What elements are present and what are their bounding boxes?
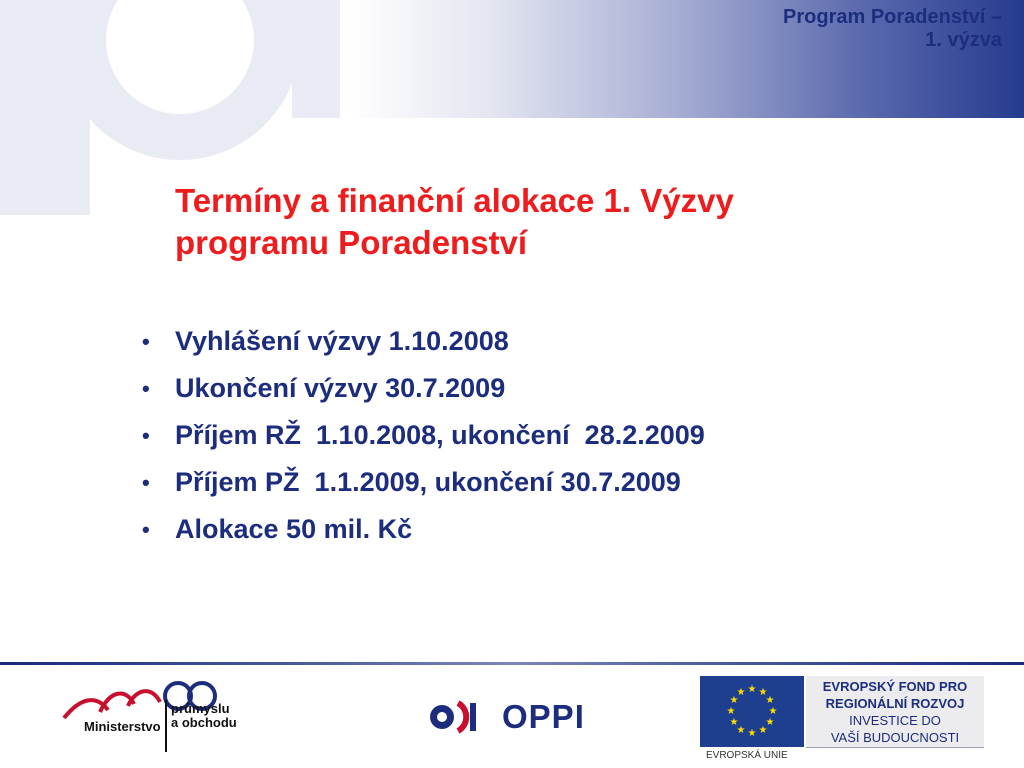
svg-text:★: ★ xyxy=(729,695,739,706)
oppi-logo-mark xyxy=(428,695,500,739)
erdf-slogan-line1: INVESTICE DO xyxy=(849,713,941,728)
erdf-slogan-line2: VAŠÍ BUDOUCNOSTI xyxy=(830,730,960,745)
eu-stars-icon xyxy=(700,676,804,747)
bullet-text: Alokace 50 mil. Kč xyxy=(175,514,413,544)
bullet-marker: • xyxy=(142,376,150,401)
erdf-slogan xyxy=(806,712,984,746)
erdf-title-line1: EVROPSKÝ FOND PRO xyxy=(822,679,968,694)
oppi-logo xyxy=(428,695,598,739)
mpo-text-line2: a obchodu xyxy=(171,715,237,730)
svg-text:★: ★ xyxy=(765,695,775,706)
svg-text:★: ★ xyxy=(768,706,778,717)
bullet-marker: • xyxy=(142,423,150,448)
bullet-marker: • xyxy=(142,470,150,495)
bullet-marker: • xyxy=(142,329,150,354)
footer-divider xyxy=(0,662,1024,665)
svg-text:★: ★ xyxy=(747,728,757,739)
svg-text:★: ★ xyxy=(747,684,757,695)
header-title-line1: Program Poradenství – xyxy=(783,6,1002,28)
eu-flag xyxy=(700,676,804,747)
list-item xyxy=(142,365,982,412)
mpo-text-left: Ministerstvo xyxy=(84,719,161,734)
bullet-text: Ukončení výzvy 30.7.2009 xyxy=(175,373,506,403)
list-item xyxy=(142,318,982,365)
slide-title xyxy=(175,180,935,264)
header-title xyxy=(642,6,1002,52)
svg-text:★: ★ xyxy=(758,687,768,698)
eu-label: EVROPSKÁ UNIE xyxy=(706,750,788,761)
slide-title-line1: Termíny a finanční alokace 1. Výzvy xyxy=(175,182,734,219)
svg-text:★: ★ xyxy=(726,706,736,717)
header-title-line2: 1. výzva xyxy=(925,29,1002,51)
bullet-text: Vyhlášení výzvy 1.10.2008 xyxy=(175,326,509,356)
mpo-text-line1: průmyslu xyxy=(171,701,230,716)
mpo-logo xyxy=(60,680,240,756)
erdf-divider xyxy=(806,747,984,748)
erdf-title xyxy=(806,678,984,712)
list-item xyxy=(142,459,982,506)
oppi-wordmark: OPPI xyxy=(502,698,585,735)
svg-text:★: ★ xyxy=(736,687,746,698)
bullet-list xyxy=(142,318,982,553)
svg-text:★: ★ xyxy=(758,725,768,736)
mpo-text-right xyxy=(171,702,237,730)
list-item xyxy=(142,412,982,459)
svg-text:★: ★ xyxy=(736,725,746,736)
bullet-marker: • xyxy=(142,517,150,542)
bullet-text: Příjem RŽ 1.10.2008, ukončení 28.2.2009 xyxy=(175,420,705,450)
bullet-text: Příjem PŽ 1.1.2009, ukončení 30.7.2009 xyxy=(175,467,681,497)
erdf-title-line2: REGIONÁLNÍ ROZVOJ xyxy=(825,696,965,711)
slide-title-line2: programu Poradenství xyxy=(175,224,528,261)
list-item xyxy=(142,506,982,553)
svg-text:★: ★ xyxy=(765,717,775,728)
svg-text:★: ★ xyxy=(729,717,739,728)
